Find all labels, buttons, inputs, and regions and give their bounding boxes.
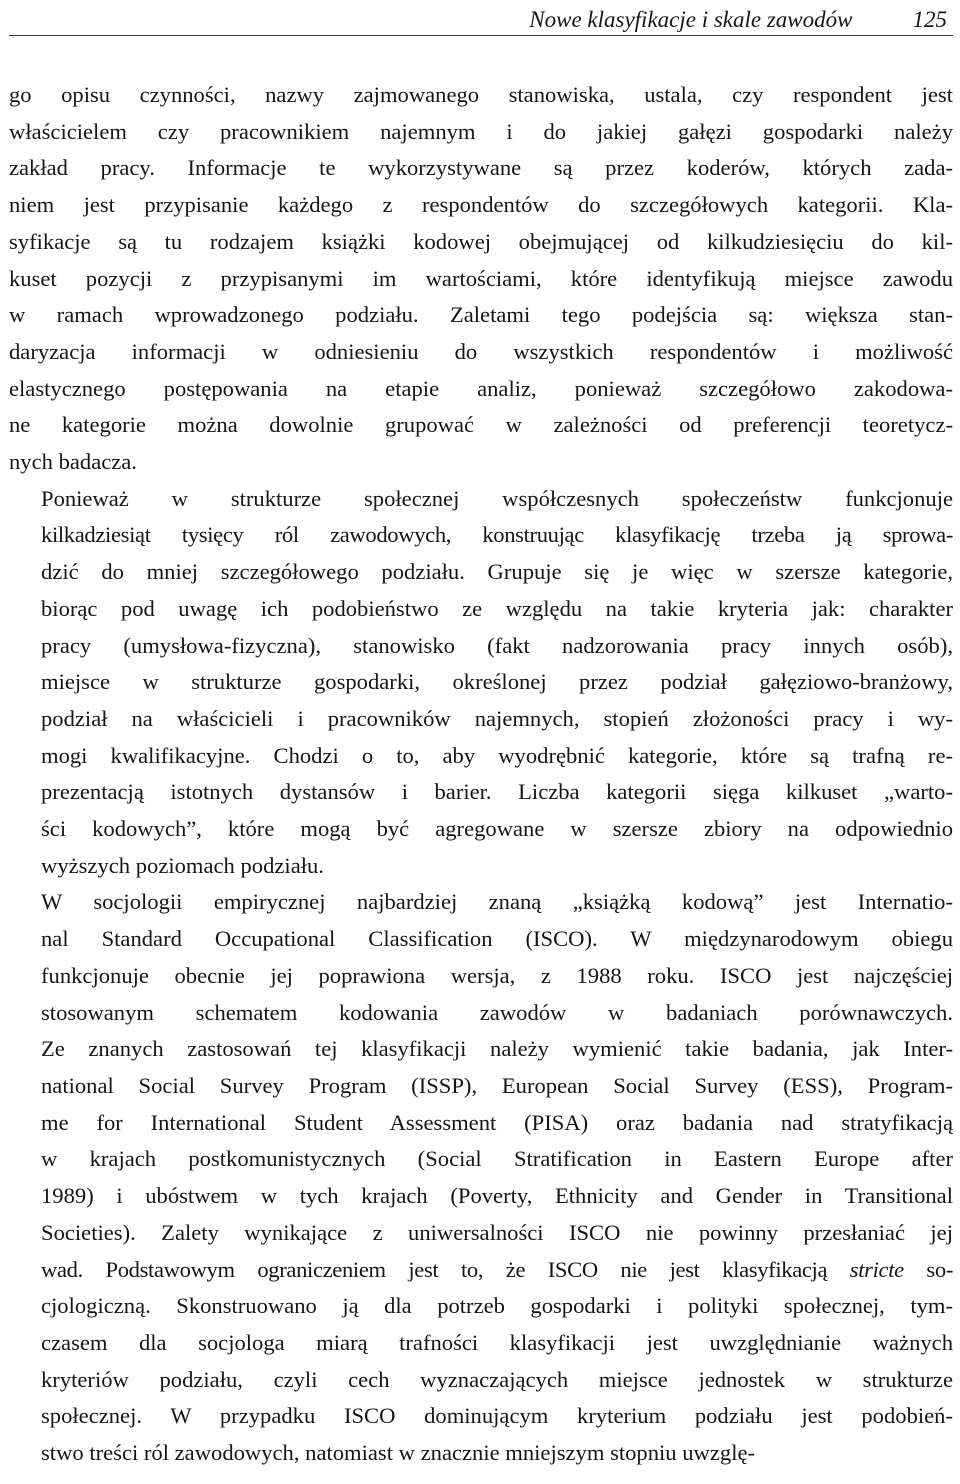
text-line: społecznej. W przypadku ISCO dominującym kryterium podziału jest podobień- (41, 1403, 953, 1429)
text-line: elastycznego postępowania na etapie analiz, ponieważ szczegółowo zakodowa- (9, 375, 953, 401)
text-line: 1989) i ubóstwem w tych krajach (Poverty, Ethnicity and Gender in Transitional (41, 1183, 953, 1209)
text-line: właścicielem czy pracownikiem najemnym i do jakiej gałęzi gospodarki należy (9, 118, 953, 144)
text-line: Ponieważ w strukturze społecznej współczesnych społeczeństw funkcjonuje (41, 485, 953, 511)
text-line: wad. Podstawowym ograniczeniem jest to, że ISCO nie jest klasyfikacją stricte so- (41, 1256, 953, 1282)
page-number: 125 (912, 7, 947, 32)
text-line: kilkadziesiąt tysięcy ról zawodowych, konstruując klasyfikację trzeba ją sprowa- (41, 522, 953, 548)
text-line: go opisu czynności, nazwy zajmowanego stanowiska, ustala, czy respondent jest (9, 82, 953, 107)
text-line: pracy (umysłowa-fizyczna), stanowisko (fakt nadzorowania pracy innych osób), (41, 632, 953, 658)
text-line: biorąc pod uwagę ich podobieństwo ze względu na takie kryteria jak: charakter (41, 595, 953, 621)
text-line: prezentacją istotnych dystansów i barier. Liczba kategorii sięga kilkuset „warto- (41, 779, 953, 805)
text-line: kuset pozycji z przypisanymi im wartościami, które identyfikują miejsce zawodu (9, 265, 953, 291)
text-line: national Social Survey Program (ISSP), European Social Survey (ESS), Program- (41, 1072, 953, 1098)
text-line: podział na właścicieli i pracowników najemnych, stopień złożoności pracy i wy- (41, 705, 953, 731)
emphasis-term: stricte (849, 1256, 904, 1282)
text-line: wyższych poziomach podziału. (41, 852, 324, 878)
text-line: zakład pracy. Informacje te wykorzystywane są przez koderów, których zada- (9, 155, 953, 181)
running-title: Nowe klasyfikacje i skale zawodów (529, 7, 853, 32)
paragraph-3 (9, 884, 953, 1471)
text-line: W socjologii empirycznej najbardziej znaną „książką kodową” jest Internatio- (41, 889, 953, 915)
text-line: syfikacje są tu rodzajem książki kodowej obejmującej od kilkudziesięciu do kil- (9, 228, 953, 254)
text-line: mogi kwalifikacyjne. Chodzi o to, aby wyodrębnić kategorie, które są trafną re- (41, 742, 953, 768)
paragraph-1 (9, 77, 953, 481)
running-header (9, 0, 953, 36)
body-text (9, 77, 953, 1472)
text-line: nych badacza. (9, 449, 137, 475)
text-line: w ramach wprowadzonego podziału. Zaletami tego podejścia są: większa stan- (9, 302, 953, 328)
paragraph-2 (9, 481, 953, 885)
text-line: ne kategorie można dowolnie grupować w zależności od preferencji teoretycz- (9, 412, 953, 438)
text-line: daryzacja informacji w odniesieniu do wszystkich respondentów i możliwość (9, 338, 953, 364)
text-line: miejsce w strukturze gospodarki, określonej przez podział gałęziowo-branżowy, (41, 669, 953, 695)
text-line: dzić do mniej szczegółowego podziału. Grupuje się je więc w szersze kategorie, (41, 559, 953, 585)
text-line: nal Standard Occupational Classification (ISCO). W międzynarodowym obiegu (41, 926, 953, 952)
text-line: Ze znanych zastosowań tej klasyfikacji należy wymienić takie badania, jak Inter- (41, 1036, 953, 1062)
text-line: stwo treści ról zawodowych, natomiast w znacznie mniejszym stopniu uwzglę- (41, 1440, 756, 1466)
text-line: cjologiczną. Skonstruowano ją dla potrzeb gospodarki i polityki społecznej, tym- (41, 1293, 953, 1319)
text-line: kryteriów podziału, czyli cech wyznaczających miejsce jednostek w strukturze (41, 1366, 953, 1392)
text-line: w krajach postkomunistycznych (Social Stratification in Eastern Europe after (41, 1146, 953, 1172)
text-line: czasem dla socjologa miarą trafności klasyfikacji jest uwzględnianie ważnych (41, 1329, 953, 1355)
text-line: funkcjonuje obecnie jej poprawiona wersja, z 1988 roku. ISCO jest najczęściej (41, 962, 953, 988)
text-line: ści kodowych”, które mogą być agregowane w szersze zbiory na odpowiednio (41, 816, 953, 842)
text-line: niem jest przypisanie każdego z respondentów do szczegółowych kategorii. Kla- (9, 192, 953, 218)
text-line: stosowanym schematem kodowania zawodów w badaniach porównawczych. (41, 999, 953, 1025)
text-line: Societies). Zalety wynikające z uniwersalności ISCO nie powinny przesłaniać jej (41, 1219, 953, 1245)
text-line: me for International Student Assessment (PISA) oraz badania nad stratyfikacją (41, 1109, 953, 1135)
